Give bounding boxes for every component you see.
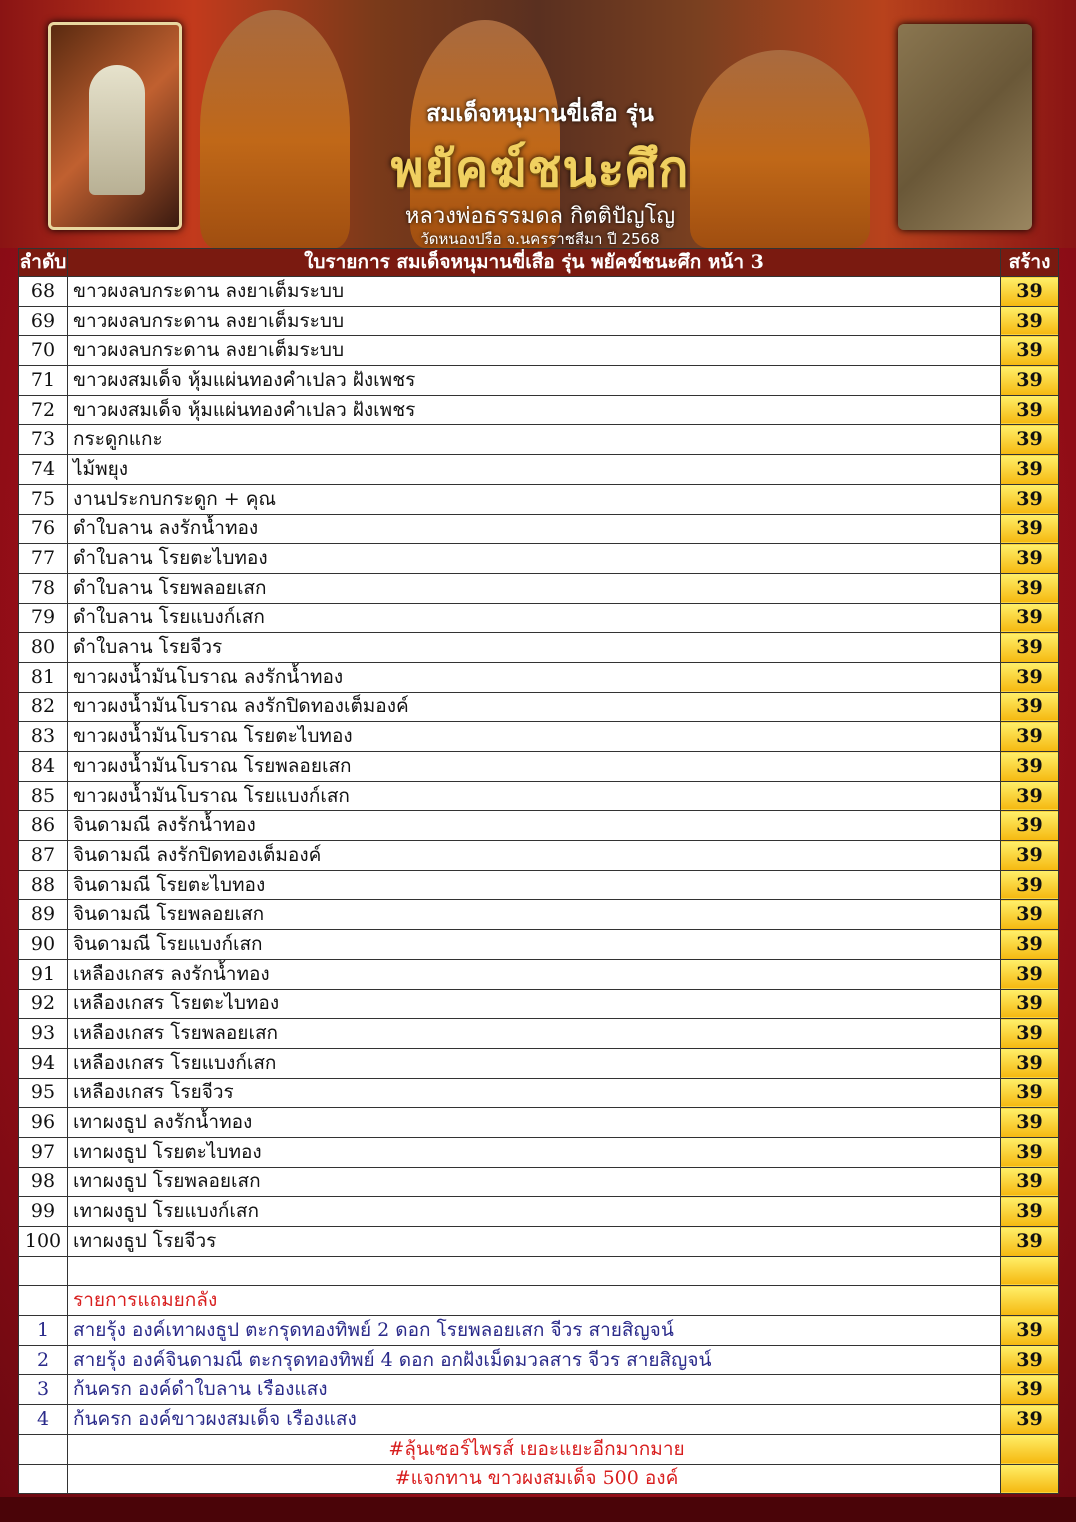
table-row [19,603,1059,633]
row-count: 39 [1001,1078,1059,1108]
table-row [19,395,1059,425]
table-row [19,455,1059,485]
empty-cell [19,1286,68,1316]
table-row [19,1167,1059,1197]
row-description: เทาผงธูป ลงรักน้ำทอง [68,1108,1001,1138]
table-row [19,692,1059,722]
row-description: ดำใบลาน โรยแบงก์เสก [68,603,1001,633]
row-count: 39 [1001,573,1059,603]
table-row [19,1286,1059,1316]
table-row [19,811,1059,841]
row-count: 39 [1001,752,1059,782]
row-description: เทาผงธูป โรยตะไบทอง [68,1137,1001,1167]
column-header-desc: ใบรายการ สมเด็จหนุมานขี่เสือ รุ่น พยัคฆ์ชนะศึก หน้า 3 [68,249,1001,277]
row-description: จินดามณี โรยตะไบทอง [68,870,1001,900]
row-description: ขาวผงสมเด็จ หุ้มแผ่นทองคำเปลว ฝังเพชร [68,395,1001,425]
row-description: เทาผงธูป โรยพลอยเสก [68,1167,1001,1197]
row-description: ขาวผงสมเด็จ หุ้มแผ่นทองคำเปลว ฝังเพชร [68,366,1001,396]
table-row [19,870,1059,900]
table-row [19,1405,1059,1435]
row-number: 78 [19,573,68,603]
row-description: งานประกบกระดูก + คุณ [68,484,1001,514]
row-number: 98 [19,1167,68,1197]
bonus-count: 39 [1001,1345,1059,1375]
row-number: 97 [19,1137,68,1167]
row-description: ขาวผงน้ำมันโบราณ โรยตะไบทอง [68,722,1001,752]
amulet-image-left [48,22,182,230]
row-description: ดำใบลาน ลงรักน้ำทอง [68,514,1001,544]
row-count: 39 [1001,811,1059,841]
row-description: เทาผงธูป โรยจีวร [68,1227,1001,1257]
bonus-number: 3 [19,1375,68,1405]
row-count: 39 [1001,989,1059,1019]
table-row [19,1108,1059,1138]
row-count: 39 [1001,841,1059,871]
row-number: 74 [19,455,68,485]
item-list-table [18,248,1059,1494]
row-number: 72 [19,395,68,425]
table-row [19,930,1059,960]
table-row [19,336,1059,366]
row-description: จินดามณี โรยแบงก์เสก [68,930,1001,960]
row-description: เหลืองเกสร โรยจีวร [68,1078,1001,1108]
row-number: 88 [19,870,68,900]
row-count: 39 [1001,633,1059,663]
row-count: 39 [1001,395,1059,425]
bonus-count: 39 [1001,1405,1059,1435]
row-count: 39 [1001,1048,1059,1078]
banner-subtitle: สมเด็จหนุมานขี่เสือ รุ่น [426,100,654,127]
table-row [19,1375,1059,1405]
table-row [19,1464,1059,1494]
row-count: 39 [1001,336,1059,366]
row-number: 94 [19,1048,68,1078]
row-description: ขาวผงลบกระดาน ลงยาเต็มระบบ [68,336,1001,366]
row-number: 77 [19,544,68,574]
row-number: 79 [19,603,68,633]
footer-note: #ลุ้นเซอร์ไพรส์ เยอะแยะอีกมากมาย [68,1434,1001,1464]
bonus-section-title: รายการแถมยกลัง [68,1286,1001,1316]
header-banner [0,0,1076,248]
row-count: 39 [1001,1227,1059,1257]
row-count: 39 [1001,930,1059,960]
table-row [19,959,1059,989]
bonus-description: ก้นครก องค์ขาวผงสมเด็จ เรืองแสง [68,1405,1001,1435]
row-description: ขาวผงลบกระดาน ลงยาเต็มระบบ [68,277,1001,307]
row-count: 39 [1001,277,1059,307]
row-number: 81 [19,662,68,692]
table-row [19,277,1059,307]
table-row [19,1434,1059,1464]
row-count: 39 [1001,1167,1059,1197]
row-count: 39 [1001,870,1059,900]
table-row [19,722,1059,752]
row-description: ขาวผงน้ำมันโบราณ ลงรักปิดทองเต็มองค์ [68,692,1001,722]
table-row [19,1256,1059,1286]
table-row [19,1316,1059,1346]
row-number: 71 [19,366,68,396]
footer-note: #แจกทาน ขาวผงสมเด็จ 500 องค์ [68,1464,1001,1494]
row-number: 70 [19,336,68,366]
row-description: ขาวผงน้ำมันโบราณ โรยพลอยเสก [68,752,1001,782]
row-description: เหลืองเกสร โรยพลอยเสก [68,1019,1001,1049]
row-number: 100 [19,1227,68,1257]
row-number: 92 [19,989,68,1019]
table-row [19,514,1059,544]
table-row [19,1197,1059,1227]
row-number: 91 [19,959,68,989]
empty-cell [19,1434,68,1464]
row-description: กระดูกแกะ [68,425,1001,455]
row-number: 93 [19,1019,68,1049]
table-row [19,1227,1059,1257]
table-row [19,781,1059,811]
bonus-count: 39 [1001,1316,1059,1346]
row-number: 75 [19,484,68,514]
empty-cell [68,1256,1001,1286]
column-header-count: สร้าง [1001,249,1059,277]
row-description: ดำใบลาน โรยพลอยเสก [68,573,1001,603]
bonus-count: 39 [1001,1375,1059,1405]
table-row [19,1048,1059,1078]
empty-cell [1001,1464,1059,1494]
monk-photo [200,10,350,248]
row-description: เทาผงธูป โรยแบงก์เสก [68,1197,1001,1227]
row-count: 39 [1001,692,1059,722]
empty-cell [19,1256,68,1286]
row-number: 82 [19,692,68,722]
row-description: ดำใบลาน โรยจีวร [68,633,1001,663]
empty-cell [1001,1434,1059,1464]
row-number: 99 [19,1197,68,1227]
row-number: 95 [19,1078,68,1108]
table-row [19,900,1059,930]
row-count: 39 [1001,1137,1059,1167]
amulet-image-right [898,24,1032,230]
row-number: 90 [19,930,68,960]
row-count: 39 [1001,722,1059,752]
bonus-number: 1 [19,1316,68,1346]
row-count: 39 [1001,781,1059,811]
table-row [19,752,1059,782]
row-number: 69 [19,306,68,336]
empty-cell [19,1464,68,1494]
row-count: 39 [1001,425,1059,455]
banner-title: พยัคฆ์ชนะศึก [390,139,690,198]
row-count: 39 [1001,959,1059,989]
banner-temple: วัดหนองปรือ จ.นครราชสีมา ปี 2568 [420,230,660,248]
bonus-description: สายรุ้ง องค์จินดามณี ตะกรุดทองทิพย์ 4 ดอก อกฝังเม็ดมวลสาร จีวร สายสิญจน์ [68,1345,1001,1375]
row-number: 68 [19,277,68,307]
table-row [19,1137,1059,1167]
table-row [19,662,1059,692]
row-number: 73 [19,425,68,455]
table-row [19,841,1059,871]
table-row [19,366,1059,396]
footer-bar [0,1497,1076,1522]
row-number: 83 [19,722,68,752]
row-number: 86 [19,811,68,841]
bonus-number: 2 [19,1345,68,1375]
row-number: 87 [19,841,68,871]
row-description: เหลืองเกสร โรยแบงก์เสก [68,1048,1001,1078]
row-description: จินดามณี โรยพลอยเสก [68,900,1001,930]
banner-monk-name: หลวงพ่อธรรมดล กิตติปัญโญ [404,204,676,229]
table-row [19,1019,1059,1049]
row-count: 39 [1001,1108,1059,1138]
row-description: ขาวผงน้ำมันโบราณ ลงรักน้ำทอง [68,662,1001,692]
row-description: ขาวผงลบกระดาน ลงยาเต็มระบบ [68,306,1001,336]
table-row [19,989,1059,1019]
empty-cell [1001,1286,1059,1316]
row-description: ขาวผงน้ำมันโบราณ โรยแบงก์เสก [68,781,1001,811]
row-description: เหลืองเกสร โรยตะไบทอง [68,989,1001,1019]
row-count: 39 [1001,1197,1059,1227]
bonus-description: ก้นครก องค์ดำใบลาน เรืองแสง [68,1375,1001,1405]
row-count: 39 [1001,900,1059,930]
row-number: 84 [19,752,68,782]
row-count: 39 [1001,455,1059,485]
row-number: 85 [19,781,68,811]
row-number: 80 [19,633,68,663]
column-header-no: ลำดับ [19,249,68,277]
row-number: 89 [19,900,68,930]
row-count: 39 [1001,484,1059,514]
table-row [19,633,1059,663]
row-number: 76 [19,514,68,544]
row-description: เหลืองเกสร ลงรักน้ำทอง [68,959,1001,989]
bonus-description: สายรุ้ง องค์เทาผงธูป ตะกรุดทองทิพย์ 2 ดอก โรยพลอยเสก จีวร สายสิญจน์ [68,1316,1001,1346]
row-count: 39 [1001,1019,1059,1049]
table-row [19,573,1059,603]
row-count: 39 [1001,306,1059,336]
row-number: 96 [19,1108,68,1138]
row-description: จินดามณี ลงรักน้ำทอง [68,811,1001,841]
row-count: 39 [1001,366,1059,396]
bonus-number: 4 [19,1405,68,1435]
table-row [19,1078,1059,1108]
table-row [19,1345,1059,1375]
empty-cell [1001,1256,1059,1286]
row-description: จินดามณี ลงรักปิดทองเต็มองค์ [68,841,1001,871]
row-description: ไม้พยุง [68,455,1001,485]
row-description: ดำใบลาน โรยตะไบทอง [68,544,1001,574]
row-count: 39 [1001,544,1059,574]
row-count: 39 [1001,662,1059,692]
row-count: 39 [1001,514,1059,544]
row-count: 39 [1001,603,1059,633]
table-row [19,484,1059,514]
table-row [19,306,1059,336]
table-row [19,544,1059,574]
table-row [19,425,1059,455]
